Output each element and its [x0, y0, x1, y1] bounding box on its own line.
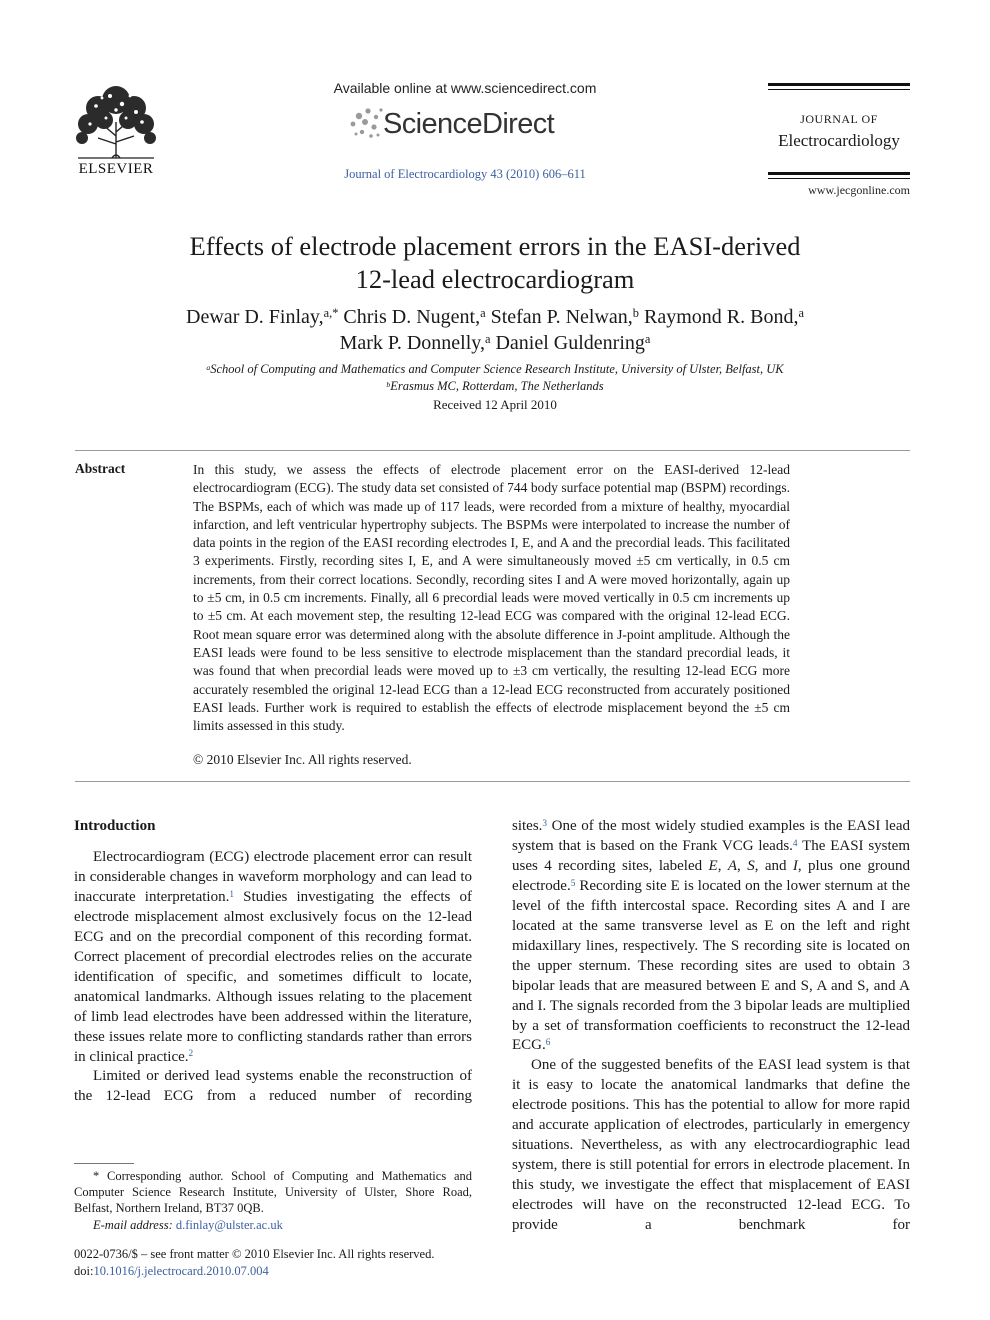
abstract-copyright: © 2010 Elsevier Inc. All rights reserved.: [193, 752, 412, 767]
right-paragraph-2: One of the suggested benefits of the EASI lead system is that it is easy to locate the anatomical landmarks that define the electrode positions. This has the potential to allow for more rapid and accurate application of electrodes, particularly in emergency situations. Nevertheless, as with any electrocardiographic lead system, there is still potential for errors in electrode placement. In this study, we investigate the effect that misplacement of EASI electrodes will have on the reconstructed 12-lead ECG. To provide a benchmark for: [512, 1057, 910, 1234]
citation-link[interactable]: 3: [542, 818, 548, 829]
text-run: , plus one ground electrode.: [512, 857, 911, 894]
sciencedirect-wordmark: ScienceDirect: [383, 108, 555, 140]
journal-reference-link[interactable]: Journal of Electrocardiology 43 (2010) 606–611: [344, 167, 586, 181]
journal-box-top-rule-thin: [768, 89, 910, 90]
author-line-2: [100, 330, 890, 356]
citation-link[interactable]: 5: [570, 878, 576, 889]
left-column: [74, 848, 472, 1107]
doi-link[interactable]: 10.1016/j.jelectrocard.2010.07.004: [93, 1264, 269, 1278]
recording-site-label: A: [727, 857, 738, 874]
affiliations: [100, 361, 890, 395]
text-run: One of the most widely studied examples is the EASI lead system that is based on the Frank VCG leads.: [512, 818, 910, 854]
citation-link[interactable]: 6: [545, 1038, 551, 1049]
email-line: [74, 1217, 472, 1233]
issn-block: [74, 1246, 472, 1280]
affiliation-mark: a: [206, 362, 211, 372]
text-run: Recording site E is located on the lower sternum at the level of the fifth intercostal space. Recording sites A and I are located at the same transverse level as E on the left and right midaxillary lines, respectively. The S recording site is located on the upper sternum. These recording sites are used to obtain 3 bipolar leads that are measured between E and S, A and S, and A and I. The signals recorded from the 3 bipolar leads are multiplied by a set of transformation coefficients to reconstruct the 12-lead ECG.: [512, 877, 910, 1054]
affiliation-a: [100, 361, 890, 378]
right-paragraph-1: [512, 817, 910, 1056]
intro-paragraph-2: Limited or derived lead systems enable the reconstruction of the 12-lead ECG from a reduced number of recording: [74, 1068, 472, 1105]
intro-paragraph-1: [74, 848, 472, 1067]
article-title: [100, 230, 890, 296]
footnote-rule: [74, 1163, 134, 1164]
text-run: Studies investigating the effects of electrode misplacement almost exclusively focus on the 12-lead ECG and on the precordial component of this recording format. Correct placement of precordial electrodes relies on the accurate identification of specific, and sometimes difficult to locate, anatomical landmarks. Although issues relating to the placement of limb lead electrodes have been addressed within the literature, these issues relate more to conflicting standards rather than errors in clinical practice.: [74, 888, 473, 1065]
author-name: Raymond R. Bond,: [643, 306, 799, 328]
affiliation-mark: b: [386, 379, 391, 389]
author-name: Mark P. Donnelly,: [339, 332, 485, 354]
journal-website-link[interactable]: www.jecgonline.com: [808, 183, 910, 197]
author-affiliation-mark: a: [480, 306, 486, 321]
journal-name-line1: JOURNAL OF: [800, 112, 878, 126]
affiliation-text: Erasmus MC, Rotterdam, The Netherlands: [390, 379, 604, 393]
citation-link[interactable]: 4: [792, 838, 798, 849]
email-label: E-mail address:: [93, 1217, 173, 1232]
text-run: The EASI system uses 4 recording sites, labeled: [512, 837, 910, 874]
journal-box-bottom-rule-thin: [768, 178, 910, 179]
citation-link[interactable]: 2: [188, 1049, 194, 1060]
section-heading-introduction: Introduction: [74, 818, 156, 834]
corresponding-author-text: * Corresponding author. School of Computing and Mathematics and Computer Science Research Institute, University of Ulster, Shore Road, Belfast, Northern Ireland, BT37 0QB.: [74, 1169, 472, 1216]
author-name: Chris D. Nugent,: [343, 306, 481, 328]
text-run: Electrocardiogram (ECG) electrode placement error can result in considerable changes in waveform morphology and can lead to inaccurate interpretation.: [74, 849, 472, 905]
author-affiliation-mark: a: [484, 332, 491, 347]
title-line-1: Effects of electrode placement errors in the EASI-derived: [189, 231, 801, 261]
email-link[interactable]: d.finlay@ulster.ac.uk: [175, 1217, 283, 1232]
title-line-2: 12-lead electrocardiogram: [355, 264, 635, 294]
doi-label: doi:: [74, 1264, 94, 1278]
text-run: ,: [737, 857, 748, 874]
author-affiliation-mark: b: [632, 306, 639, 321]
recording-site-label: I: [792, 857, 798, 874]
corresponding-author-footnote: [74, 1168, 472, 1233]
abstract-heading: Abstract: [75, 461, 126, 476]
abstract-top-rule: [75, 450, 910, 451]
text-run: , and: [754, 857, 793, 874]
citation-link[interactable]: 1: [229, 889, 234, 900]
author-name: Daniel Guldenring: [495, 332, 645, 354]
author-affiliation-mark: a,*: [323, 306, 339, 321]
issn-line: 0022-0736/$ – see front matter © 2010 Elsevier Inc. All rights reserved.: [74, 1247, 435, 1261]
author-line-1: [100, 304, 890, 330]
author-name: Dewar D. Finlay,: [186, 306, 324, 328]
recording-site-label: E: [708, 857, 718, 874]
recording-site-label: S: [747, 857, 755, 874]
doi-line: [74, 1263, 472, 1280]
author-list: [100, 304, 890, 356]
publisher-name: ELSEVIER: [78, 161, 154, 177]
text-run: ,: [717, 857, 728, 874]
available-online-text: Available online at www.sciencedirect.com: [333, 80, 597, 96]
abstract-bottom-rule: [75, 781, 910, 782]
affiliation-b: [100, 378, 890, 395]
author-name: Stefan P. Nelwan,: [490, 306, 633, 328]
affiliation-text: School of Computing and Mathematics and Computer Science Research Institute, University of Ulster, Belfast, UK: [210, 362, 784, 376]
right-column: [512, 817, 910, 1236]
text-run: sites.: [512, 818, 543, 834]
journal-box-bottom-rule-thick: [768, 172, 910, 175]
author-affiliation-mark: a: [798, 306, 804, 321]
author-affiliation-mark: a: [644, 332, 651, 347]
received-date: Received 12 April 2010: [433, 397, 557, 412]
abstract-text: In this study, we assess the effects of electrode placement error on the EASI-derived 12-lead electrocardiogram (ECG). The study data set consisted of 744 body surface potential map (BSPM) recordings. The BSPMs, each of which was made up of 117 leads, were recorded from a mixture of healthy, myocardial infarction, and left ventricular hypertrophy subjects. The BSPMs were interpolated to increase the number of data points in the region of the EASI recording electrodes I, E, and A and the precordial leads. This facilitated 3 experiments. Firstly, recording sites I, E, and A were simultaneously moved ±5 cm vertically, in 0.5 cm increments, from their correct locations. Secondly, recording sites I and A were moved horizontally, again up to ±5 cm, in 0.5 cm increments. Finally, all 6 precordial leads were moved vertically in 0.5 cm increments up to ±5 cm. At each movement step, the resulting 12-lead ECG was compared with the original 12-lead ECG. Root mean square error was determined along with the absolute difference in J-point amplitude. Although the EASI leads were found to be less sensitive to electrode misplacement than the standard precordial leads, it was found that when precordial leads were moved up to ±3 cm vertically, the resulting 12-lead ECG more accurately resembled the original 12-lead ECG than a 12-lead ECG reconstructed from accurately positioned EASI leads. Further work is required to establish the effects of electrode misplacement beyond the ±5 cm limits assessed in this study.: [193, 462, 790, 734]
journal-box-top-rule-thick: [768, 83, 910, 86]
journal-name-line2: Electrocardiology: [778, 131, 900, 150]
